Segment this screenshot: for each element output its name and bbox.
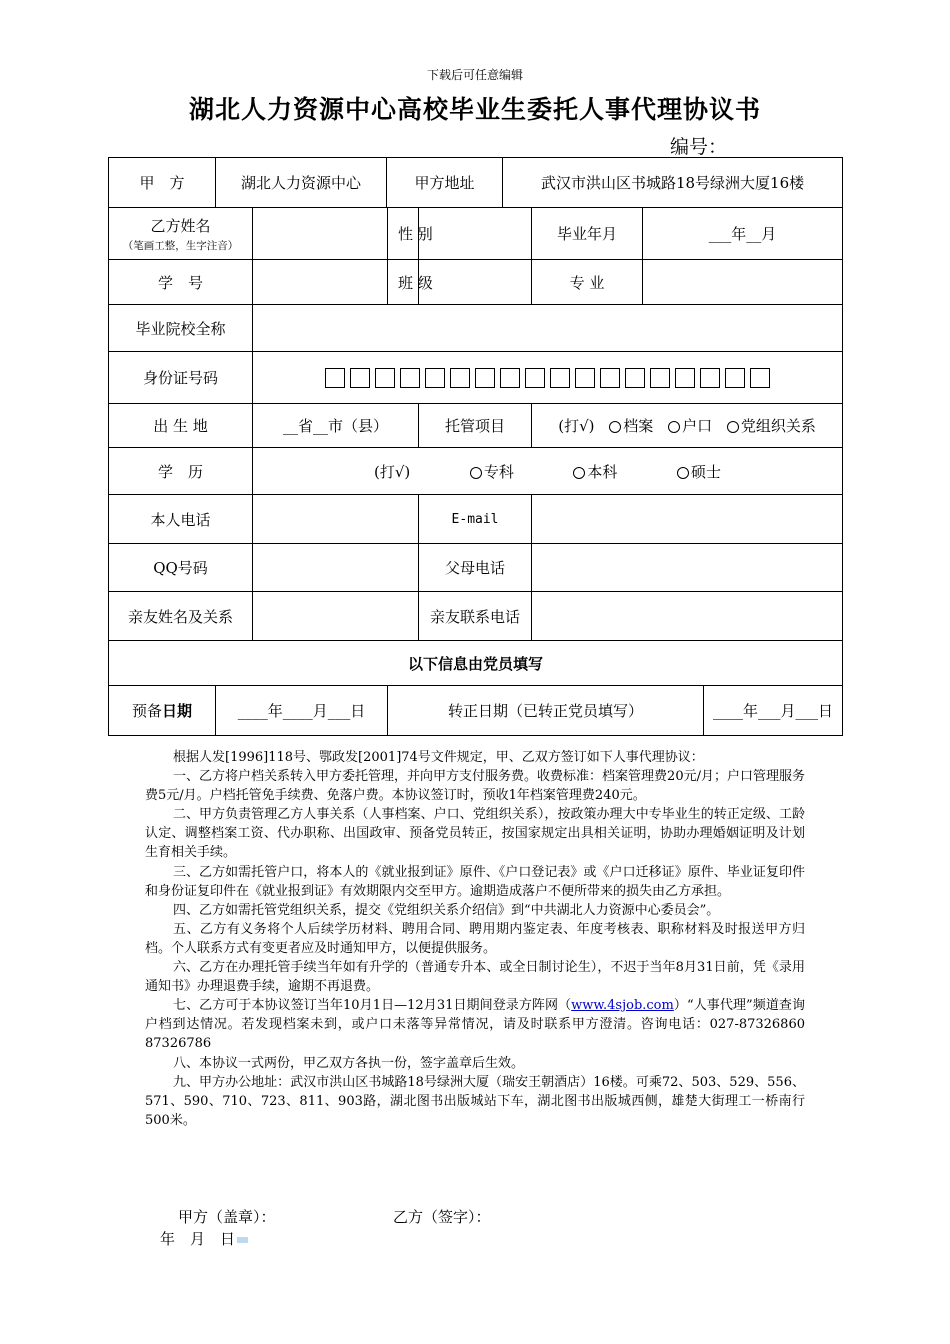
id-digit-box[interactable] [425, 368, 445, 388]
junior-college-radio[interactable] [470, 467, 482, 479]
grad-date-label: 毕业年月 [532, 208, 643, 260]
term-8: 八、本协议一式两份，甲乙双方各执一份，签字盖章后生效。 [173, 1055, 525, 1071]
major-field[interactable] [643, 260, 843, 305]
name-label-cell [109, 208, 253, 260]
hukou-option: 户口 [682, 417, 713, 435]
relative-phone-field[interactable] [532, 592, 843, 641]
gender-field[interactable] [419, 208, 532, 260]
qq-field[interactable] [253, 544, 419, 592]
signature-date-line [160, 1228, 248, 1249]
email-label: E-mail [419, 495, 532, 544]
id-digit-box[interactable] [725, 368, 745, 388]
name-note: （笔画工整，生字注音） [122, 239, 239, 252]
probation-label-suffix: 日期 [162, 702, 193, 720]
term-6: 六、乙方在办理托管手续当年如有升学的（普通专升本、或全日制讨论生），不迟于当年8月31日前，凭《录用通知书》办理退费手续，逾期不再退费。 [145, 960, 805, 995]
probation-date-field[interactable]: ____年____月___日 [216, 686, 388, 736]
id-digit-box[interactable] [325, 368, 345, 388]
formal-date-label: 转正日期（已转正党员填写） [388, 686, 704, 736]
parent-phone-label: 父母电话 [419, 544, 532, 592]
education-options [253, 448, 843, 495]
bachelor-option: 本科 [587, 462, 618, 481]
id-digit-box[interactable] [600, 368, 620, 388]
archive-radio[interactable] [609, 421, 621, 433]
custody-check-hint: (打√) [558, 417, 595, 435]
probation-date-label [109, 686, 216, 736]
term-7-pre: 七、乙方可于本协议签订当年10月1日—12月31日期间登录方阵网（ [173, 998, 572, 1014]
party-a-address-value: 武汉市洪山区书城路18号绿洲大厦16楼 [503, 158, 843, 208]
registration-form [108, 157, 843, 736]
bachelor-radio[interactable] [573, 467, 585, 479]
junior-college-option: 专科 [483, 462, 514, 481]
id-number-boxes[interactable] [253, 352, 843, 404]
party-relation-radio[interactable] [727, 421, 739, 433]
id-digit-box[interactable] [375, 368, 395, 388]
signature-date: 年 月 日 [160, 1230, 236, 1248]
student-id-field[interactable] [253, 260, 388, 305]
id-digit-box[interactable] [500, 368, 520, 388]
custody-label: 托管项目 [419, 404, 532, 448]
term-3: 三、乙方如需托管户口，将本人的《就业报到证》原件、《户口登记表》或《户口迁移证》原件、毕业证复印件和身份证复印件在《就业报到证》有效期限内交至甲方。逾期造成落户不便所带来的损失由乙方承担。 [145, 864, 805, 899]
id-digit-box[interactable] [700, 368, 720, 388]
master-radio[interactable] [677, 467, 689, 479]
id-digit-box[interactable] [475, 368, 495, 388]
phone-label: 本人电话 [109, 495, 253, 544]
terms-intro: 根据人发[1996]118号、鄂政发[2001]74号文件规定，甲、乙双方签订如下人事代理协议： [173, 750, 704, 765]
archive-option: 档案 [623, 417, 654, 435]
birthplace-label: 出 生 地 [109, 404, 253, 448]
party-a-address-label: 甲方地址 [387, 158, 503, 208]
party-a-value: 湖北人力资源中心 [216, 158, 387, 208]
major-label: 专 业 [532, 260, 643, 305]
id-digit-box[interactable] [350, 368, 370, 388]
formal-date-field[interactable]: ____年___月___日 [704, 686, 843, 736]
fangzhen-link[interactable]: www.4sjob.com [571, 998, 674, 1014]
term-1: 一、乙方将户档关系转入甲方委托管理，并向甲方支付服务费。收费标准：档案管理费20元/月；户口管理服务费5元/月。户档托管免手续费、免落户费。本协议签订时，预收1年档案管理费240元。 [145, 769, 805, 804]
relative-label: 亲友姓名及关系 [109, 592, 253, 641]
term-4: 四、乙方如需托管党组织关系，提交《党组织关系介绍信》到“中共湖北人力资源中心委员会”。 [173, 902, 720, 918]
id-digit-box[interactable] [450, 368, 470, 388]
document-title: 湖北人力资源中心高校毕业生委托人事代理协议书 [188, 95, 761, 124]
relative-field[interactable] [253, 592, 419, 641]
party-member-section-header: 以下信息由党员填写 [109, 641, 843, 686]
class-field[interactable] [419, 260, 532, 305]
education-label: 学 历 [109, 448, 253, 495]
education-check-hint: (打√) [374, 462, 411, 481]
qq-label: QQ号码 [109, 544, 253, 592]
term-2: 二、甲方负责管理乙方人事关系（人事档案、户口、党组织关系），按政策办理大中专毕业生的转正定级、工龄认定、调整档案工资、代办职称、出国政审、预备党员转正，按国家规定出具相关证明，协助办理婚姻证明及计划生育相关手续。 [145, 807, 805, 861]
id-digit-box[interactable] [625, 368, 645, 388]
master-option: 硕士 [691, 462, 722, 481]
party-a-label: 甲 方 [109, 158, 216, 208]
id-digit-box[interactable] [550, 368, 570, 388]
id-digit-box[interactable] [675, 368, 695, 388]
id-digit-box[interactable] [575, 368, 595, 388]
hukou-radio[interactable] [668, 421, 680, 433]
birthplace-field[interactable]: __省__市（县） [253, 404, 419, 448]
id-digit-box[interactable] [525, 368, 545, 388]
custody-options [532, 404, 843, 448]
gender-label: 性 别 [388, 208, 419, 260]
email-field[interactable] [532, 495, 843, 544]
term-7 [145, 996, 805, 1053]
header-note: 下载后可任意编辑 [426, 68, 523, 82]
name-label: 乙方姓名 [150, 216, 211, 235]
name-field[interactable] [253, 208, 388, 260]
parent-phone-field[interactable] [532, 544, 843, 592]
term-9: 九、甲方办公地址：武汉市洪山区书城路18号绿洲大厦（瑞安王朝酒店）16楼。可乘72、503、529、556、571、590、710、723、811、903路，湖北图书出版城站下车，湖北图书出版城西侧，雄楚大街理工一桥南行500米。 [145, 1074, 805, 1128]
probation-label-prefix: 预备 [131, 702, 162, 720]
grad-date-field[interactable]: ___年__月 [643, 208, 843, 260]
term-7-post: ）“人事代理”频道查询户档到达情况。若发现档案未到，或户口未落等异常情况，请及时联系甲方澄清。咨询电话：027-87326860 87326786 [145, 998, 805, 1052]
phone-field[interactable] [253, 495, 419, 544]
id-digit-box[interactable] [650, 368, 670, 388]
party-b-signature: 乙方（签字）： [393, 1208, 491, 1226]
serial-number-label: 编号： [670, 136, 728, 158]
agreement-terms [145, 748, 805, 1130]
party-relation-option: 党组织关系 [740, 417, 816, 435]
party-a-signature: 甲方（盖章）： [178, 1208, 276, 1226]
term-5: 五、乙方有义务将个人后续学历材料、聘用合同、聘用期内鉴定表、年度考核表、职称材料及时报送甲方归档。个人联系方式有变更者应及时通知甲方，以便提供服务。 [145, 921, 805, 956]
class-label: 班 级 [388, 260, 419, 305]
id-number-box-row[interactable] [253, 368, 842, 388]
id-digit-box[interactable] [750, 368, 770, 388]
student-id-label: 学 号 [109, 260, 253, 305]
id-digit-box[interactable] [400, 368, 420, 388]
selection-marker [237, 1237, 248, 1243]
school-field[interactable] [253, 305, 843, 352]
id-number-label: 身份证号码 [109, 352, 253, 404]
relative-phone-label: 亲友联系电话 [419, 592, 532, 641]
school-label: 毕业院校全称 [109, 305, 253, 352]
